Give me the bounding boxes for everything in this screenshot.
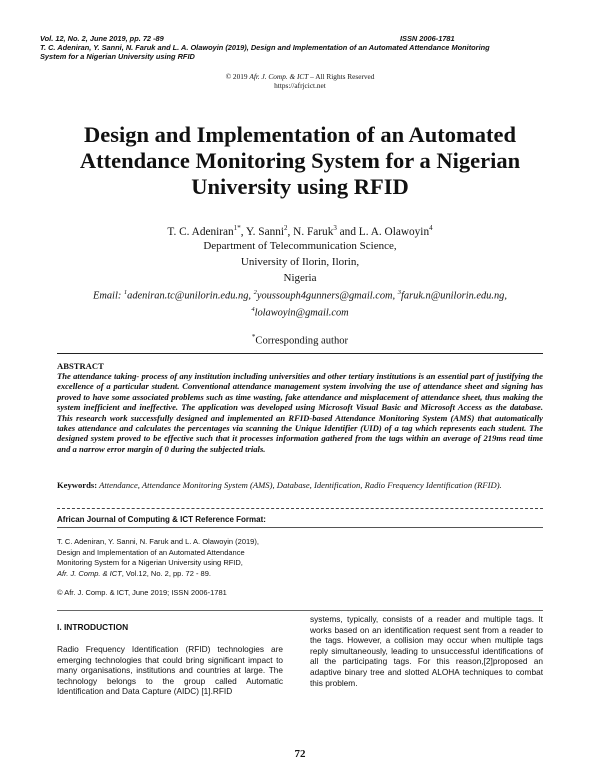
abstract-body: The attendance taking- process of any institution including universities and other tertiary institutions is an essential part of justifying the excellence of a particular student. Conventional attendance management system involving the use of attendance sheet and signing has proved to have some associated problems such as time wasting, fake attendance and misplacement of attendance sheet, thus making the system inefficient and ineffective. The application was developed using Microsoft Visual Basic and Microsoft Access as the database. This research work successfully designed and implemented an RFID-based Attendance Monitoring System (AMS) that automatically takes attendance and calculates the percentages via scanning the Unique Identifier (UID) of a tag which represents each student. The designed system proved to be effective such that it processes information gathered from the tags within an average of 219ms read time and a narrow error margin of 0 during the subjected trials. [57, 371, 543, 454]
journal-volume-line: Vol. 12, No. 2, June 2019, pp. 72 -89 [40, 34, 164, 43]
abstract-heading: ABSTRACT [57, 361, 104, 371]
body-separator [57, 610, 543, 611]
keywords: Keywords: Attendance, Attendance Monitoring System (AMS), Database, Identification, Radio Frequency Identification (RFID). [57, 480, 502, 490]
copyright-notice: © 2019 Afr. J. Comp. & ICT – All Rights Reserved [225, 72, 375, 81]
issn-label: ISSN 2006-1781 [400, 34, 455, 43]
affiliation [0, 238, 600, 286]
section-heading: I. INTRODUCTION [57, 622, 129, 632]
affiliation-department: Department of Telecommunication Science, [203, 240, 397, 252]
affiliation-university: University of Ilorin, Ilorin, [240, 256, 360, 268]
abstract-top-rule [57, 353, 543, 354]
citation-line-2: System for a Nigerian University using RFID [40, 52, 195, 61]
author-list: T. C. Adeniran$^{1*}$, Y. Sanni$^2$, N. Faruk$^3$ and L. A. Olawoyin$^4$ [167, 224, 433, 238]
reference-separator [57, 508, 543, 509]
reference-citation: T. C. Adeniran, Y. Sanni, N. Faruk and L. A. Olawoyin (2019), Design and Implementation of an Automated Attendance Monitoring System for a Nigerian University using RFID, Afr. J. Comp. & ICT, Vol.12, No. 2, pp. 72 - 89. [57, 537, 259, 578]
paper-title: Design and Implementation of an Automated Attendance Monitoring System for a Nigerian University using RFID [79, 122, 521, 199]
affiliation-country: Nigeria [283, 272, 317, 284]
intro-left-column: Radio Frequency Identification (RFID) technologies are emerging technologies that could bring significant impact to many organisations, institutions and countries at large. The technology belongs to the group called Automatic Identification and Data Capture (AIDC) [1].RFID [57, 644, 283, 697]
author-emails: Email: $^1$adeniran.tc@unilorin.edu.ng, $^2$youssouph4gunners@gmail.com, $^3$faruk.n@unilorin.edu.ng, $^4$lolawoyin@gmail.com [93, 289, 507, 319]
reference-copyright: © Afr. J. Comp. & ICT, June 2019; ISSN 2006-1781 [57, 588, 227, 597]
citation-line-1: T. C. Adeniran, Y. Sanni, N. Faruk and L. A. Olawoyin (2019), Design and Implementation of an Automated Attendance Monitoring [40, 43, 490, 52]
intro-right-column: systems, typically, consists of a reader and multiple tags. It works based on an identification request sent from a reader to the tags. However, a collision may occur when multiple tags reply simultaneously, leading to unsuccessful identifications of all the participating tags. For this reason,[2]proposed an adaptive binary tree and slotted ALOHA techniques to combat this problem. [310, 614, 543, 688]
page-number: 72 [294, 748, 306, 760]
corresponding-author-note: *Corresponding author [251, 333, 349, 347]
journal-url[interactable]: https://afrjcict.net [274, 81, 326, 90]
reference-heading-rule [57, 527, 543, 528]
reference-format-heading: African Journal of Computing & ICT Reference Format: [57, 515, 266, 524]
